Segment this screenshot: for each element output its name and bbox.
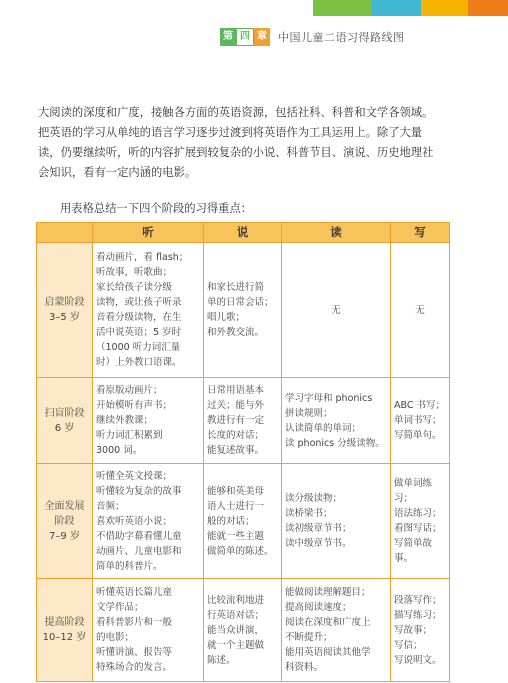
listen-line: 音看分级读物，在生 bbox=[96, 312, 182, 323]
listen-line: 继续外教课； bbox=[96, 415, 154, 426]
listen-line: 听懂较为复杂的故事 bbox=[96, 485, 182, 497]
speak-line: 单的日常会话； bbox=[207, 297, 274, 308]
write-line: 无 bbox=[415, 304, 425, 316]
header-write: 写 bbox=[391, 223, 450, 243]
stage-cell bbox=[37, 579, 93, 682]
read-line: 读 phonics 分级读物。 bbox=[285, 437, 385, 449]
listen-line: 不借助字幕看懂儿童 bbox=[96, 530, 182, 542]
speak-line: 和外教交流。 bbox=[207, 327, 265, 338]
chapter-badge-char-3: 章 bbox=[254, 28, 270, 46]
listen-line: 听懂英语长篇儿童 bbox=[96, 587, 173, 598]
speak-line: 行英语对话； bbox=[207, 609, 265, 621]
running-title: 中国儿童二语习得路线图 bbox=[278, 31, 405, 44]
speak-line: 般的对话； bbox=[207, 515, 255, 527]
listen-line: 看科普影片和一般 bbox=[96, 617, 173, 628]
speak-line: 日常用语基本 bbox=[207, 385, 265, 396]
speak-cell bbox=[204, 378, 282, 464]
acquisition-table bbox=[36, 222, 450, 682]
write-line: 看图写话； bbox=[394, 523, 442, 534]
listen-cell bbox=[93, 243, 204, 378]
speak-line: 能够和英美母 bbox=[207, 485, 265, 497]
speak-line: 唱儿歌； bbox=[207, 312, 246, 323]
listen-cell bbox=[93, 579, 204, 682]
listen-line: 简单的科普片。 bbox=[96, 560, 163, 572]
write-line: 段落写作； bbox=[394, 594, 442, 606]
read-line: 读分级读物； bbox=[285, 493, 343, 504]
speak-line: 能就一些主题 bbox=[207, 530, 265, 542]
write-cell bbox=[391, 378, 450, 464]
write-line: ABC 书写； bbox=[394, 400, 446, 411]
read-line: 阅读在深度和广度上 bbox=[285, 617, 371, 628]
color-stripes bbox=[313, 0, 508, 16]
chapter-badge-char-1: 第 bbox=[220, 28, 236, 46]
stripe-yellow bbox=[421, 0, 468, 16]
write-cell bbox=[391, 579, 450, 682]
listen-line: 看动画片，看 flash； bbox=[96, 252, 189, 263]
read-line: 能做阅读理解题目； bbox=[285, 587, 371, 598]
listen-line: 动画片、儿童电影和 bbox=[96, 545, 182, 557]
body-line-1: 大阅读的深度和广度，接触各方面的英语资源，包括社科、科普和文学各领域。 bbox=[38, 106, 434, 119]
speak-line: 能复述故事。 bbox=[207, 445, 265, 456]
speak-line: 做简单的陈述。 bbox=[207, 545, 274, 557]
write-line: 写说明文。 bbox=[394, 654, 442, 666]
write-line: 单词书写； bbox=[394, 415, 442, 426]
speak-line: 过关；能与外 bbox=[207, 400, 265, 411]
listen-line: 文学作品； bbox=[96, 602, 144, 613]
stage-line: 阶段 bbox=[54, 515, 75, 527]
read-cell bbox=[282, 378, 391, 464]
write-line: 描写练习； bbox=[394, 609, 442, 621]
stage-line: 扫盲阶段 bbox=[44, 407, 85, 419]
read-line: 拼读规则； bbox=[285, 407, 333, 419]
speak-line: 比较流利地进 bbox=[207, 594, 265, 606]
write-line: 写信； bbox=[394, 639, 423, 651]
write-line: 写简单句。 bbox=[394, 430, 442, 441]
stage-line: 全面发展 bbox=[44, 500, 85, 512]
stage-line: 7–9 岁 bbox=[49, 530, 80, 542]
listen-line: 听故事，听歌曲； bbox=[96, 267, 173, 278]
listen-line: 看原版动画片； bbox=[96, 385, 163, 396]
read-line: 不断提升； bbox=[285, 632, 333, 643]
listen-cell bbox=[93, 378, 204, 464]
listen-line: 读物，或让孩子听录 bbox=[96, 297, 182, 308]
stage-line: 6 岁 bbox=[54, 422, 75, 434]
read-cell bbox=[282, 579, 391, 682]
write-line: 写简单故事。 bbox=[394, 538, 433, 564]
speak-line: 就一个主题做 bbox=[207, 639, 265, 651]
read-line: 无 bbox=[331, 304, 341, 316]
listen-line: 家长给孩子读分级 bbox=[96, 282, 173, 293]
speak-cell bbox=[204, 579, 282, 682]
listen-line: 喜欢听英语小说； bbox=[96, 515, 173, 527]
listen-line: 特殊场合的发言。 bbox=[96, 662, 173, 673]
read-line: 认读简单的单词； bbox=[285, 422, 362, 434]
listen-line: 听力词汇积累到 bbox=[96, 430, 163, 441]
read-cell bbox=[282, 243, 391, 378]
read-line: 提高阅读速度； bbox=[285, 602, 352, 613]
stripe-blue bbox=[371, 0, 421, 16]
stage-line: 10–12 岁 bbox=[42, 632, 87, 643]
stage-cell bbox=[37, 464, 93, 579]
header-blank bbox=[37, 223, 93, 243]
listen-line: 开始模听有声书； bbox=[96, 400, 173, 411]
listen-line: 时）上外教口语课。 bbox=[96, 357, 182, 368]
header-listen: 听 bbox=[93, 223, 204, 243]
read-line: 能用英语阅读其他学 bbox=[285, 647, 371, 658]
chapter-badge-char-2: 四 bbox=[236, 28, 254, 46]
listen-line: 3000 词。 bbox=[96, 445, 143, 456]
speak-cell bbox=[204, 464, 282, 579]
read-line: 读初级章节书； bbox=[285, 523, 352, 534]
write-line: 写故事； bbox=[394, 624, 433, 636]
listen-line: 听懂讲演、报告等 bbox=[96, 647, 173, 658]
stage-line: 3–5 岁 bbox=[49, 312, 80, 323]
read-line: 读中级章节书。 bbox=[285, 538, 352, 549]
speak-cell bbox=[204, 243, 282, 378]
read-line: 读桥梁书； bbox=[285, 508, 333, 519]
write-line: 语法练习； bbox=[394, 508, 442, 519]
listen-line: （1000 听力词汇量 bbox=[96, 342, 181, 353]
listen-line: 听懂全英文授课； bbox=[96, 470, 173, 482]
header-speak: 说 bbox=[204, 223, 282, 243]
body-line-3: 读，仍要继续听，听的内容扩展到较复杂的小说、科普节目、演说、历史地理社 bbox=[38, 146, 434, 159]
write-line: 做单词练习； bbox=[394, 478, 433, 504]
read-line: 学习字母和 phonics bbox=[285, 392, 373, 404]
table-row bbox=[37, 378, 450, 464]
read-line: 科资料。 bbox=[285, 662, 324, 673]
table-header-row bbox=[37, 223, 450, 243]
read-cell bbox=[282, 464, 391, 579]
body-line-4: 会知识，看有一定内涵的电影。 bbox=[38, 166, 197, 179]
speak-line: 长度的对话； bbox=[207, 430, 265, 441]
stage-line: 启蒙阶段 bbox=[44, 297, 85, 308]
listen-line: 活中说英语；5 岁时 bbox=[96, 327, 182, 338]
write-cell bbox=[391, 243, 450, 378]
stripe-orange bbox=[468, 0, 508, 16]
listen-line: 的电影； bbox=[96, 632, 135, 643]
chapter-badge bbox=[220, 28, 270, 46]
stage-line: 提高阶段 bbox=[44, 617, 85, 628]
table-row bbox=[37, 579, 450, 682]
listen-line: 音频； bbox=[96, 500, 125, 512]
body-line-2: 把英语的学习从单纯的语言学习逐步过渡到将英语作为工具运用上。除了大量 bbox=[38, 126, 423, 139]
table-row bbox=[37, 464, 450, 579]
table-row bbox=[37, 243, 450, 378]
stripe-green bbox=[313, 0, 371, 16]
speak-line: 教进行有一定 bbox=[207, 415, 265, 426]
speak-line: 能当众讲演， bbox=[207, 624, 265, 636]
speak-line: 和家长进行简 bbox=[207, 282, 265, 293]
body-paragraph bbox=[38, 103, 476, 183]
speak-line: 陈述。 bbox=[207, 654, 236, 666]
table-intro: 用表格总结一下四个阶段的习得重点： bbox=[60, 202, 253, 215]
stage-cell bbox=[37, 378, 93, 464]
stage-cell bbox=[37, 243, 93, 378]
write-cell bbox=[391, 464, 450, 579]
listen-cell bbox=[93, 464, 204, 579]
speak-line: 语人士进行一 bbox=[207, 500, 265, 512]
page-header bbox=[220, 28, 405, 46]
header-read: 读 bbox=[282, 223, 391, 243]
